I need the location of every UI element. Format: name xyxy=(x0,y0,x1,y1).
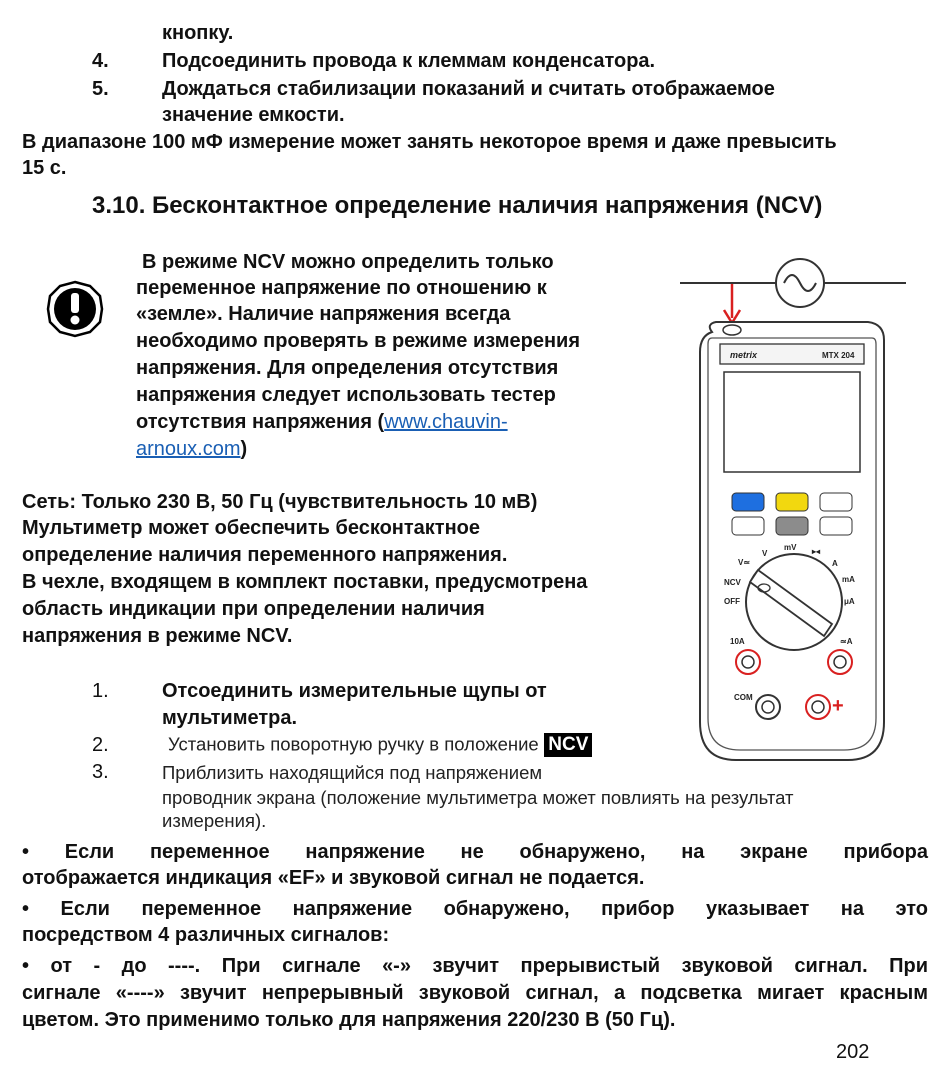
warning-icon xyxy=(46,280,104,338)
jack-label-10a: 10A xyxy=(730,637,745,646)
dial-label-a: A xyxy=(832,559,838,568)
warning-close: ) xyxy=(240,438,248,460)
bullet-item xyxy=(22,841,928,864)
gray-button xyxy=(776,517,808,535)
warning-line: В режиме NCV можно определить только xyxy=(142,251,554,273)
warning-line: необходимо проверять в режиме измерения xyxy=(136,330,581,352)
list-item-cont: значение емкости. xyxy=(162,104,345,126)
list-number: 4. xyxy=(92,50,109,72)
dial-label-ncv: NCV xyxy=(724,578,741,587)
section-heading: 3.10. Бесконтактное определение наличия напряжения (NCV) xyxy=(92,192,823,219)
jack-com xyxy=(756,695,780,719)
white-button xyxy=(820,517,852,535)
step-text-cont: мультиметра. xyxy=(162,707,298,729)
white-button xyxy=(732,517,764,535)
dial-label-diode: ▸◂ xyxy=(812,547,821,556)
jack-a xyxy=(828,650,852,674)
step-number: 3. xyxy=(92,761,109,783)
body-line: Мультиметр может обеспечить бесконтактное xyxy=(22,517,481,539)
warning-line xyxy=(136,411,508,434)
brand-bar xyxy=(720,344,864,364)
white-button xyxy=(820,493,852,511)
dial-label-off: OFF xyxy=(724,597,740,606)
bullet-text: от - до ----. При сигнале «-» звучит прерывистый звуковой сигнал. При xyxy=(50,955,928,977)
paragraph: В диапазоне 100 мФ измерение может занять некоторое время и даже превысить xyxy=(22,131,837,153)
step-text-label: Установить поворотную ручку в положение xyxy=(168,733,539,755)
list-item: Подсоединить провода к клеммам конденсатора. xyxy=(162,50,656,72)
bullet-mark: • xyxy=(22,898,30,920)
bullet-mark: • xyxy=(22,841,30,863)
bullet-mark: • xyxy=(22,955,30,977)
dial-label-ma: mA xyxy=(842,575,855,584)
page-number: 202 xyxy=(836,1041,870,1063)
step-text: Отсоединить измерительные щупы от xyxy=(162,680,547,702)
dial-label-v: V xyxy=(762,549,768,558)
jack-10a xyxy=(736,650,760,674)
jack-label-com: COM xyxy=(734,693,753,702)
bullet-item xyxy=(22,898,928,921)
bullet-text: Если переменное напряжение не обнаружено, на экране прибора xyxy=(64,841,928,863)
step-number: 1. xyxy=(92,680,109,702)
warning-text: отсутствия напряжения ( xyxy=(136,411,385,433)
body-line: Сеть: Только 230 В, 50 Гц (чувствительность 10 мВ) xyxy=(22,491,538,513)
step-number: 2. xyxy=(92,734,109,756)
jack-label-a: ≃A xyxy=(840,637,853,646)
rotary-dial xyxy=(746,554,842,650)
ac-source-line xyxy=(680,259,906,307)
website-link[interactable]: arnoux.com xyxy=(136,438,241,460)
dial-label-mv: mV xyxy=(784,543,797,552)
warning-line: напряжения. Для определения отсутствия xyxy=(136,357,559,379)
warning-line: напряжения следует использовать тестер xyxy=(136,384,556,406)
step-text: Приблизить находящийся под напряжением xyxy=(162,762,543,783)
yellow-button xyxy=(776,493,808,511)
bullet-text-cont: сигнале «----» звучит непрерывный звуковой сигнал, а подсветка мигает красным xyxy=(22,982,928,1004)
warning-line: «земле». Наличие напряжения всегда xyxy=(136,303,511,325)
sensing-arrow-icon xyxy=(724,284,740,323)
body-line: область индикации при определении наличия xyxy=(22,598,485,620)
lcd-display xyxy=(724,372,860,472)
brand-logo: metrix xyxy=(730,350,758,360)
jack-v xyxy=(806,695,830,719)
warning-line xyxy=(136,438,247,461)
list-item: Дождаться стабилизации показаний и считать отображаемое xyxy=(162,78,775,100)
body-line: определение наличия переменного напряжения. xyxy=(22,544,508,566)
paragraph: 15 с. xyxy=(22,157,67,179)
jack-label-plus: + xyxy=(832,695,844,717)
bullet-text-cont: посредством 4 различных сигналов: xyxy=(22,924,390,946)
bullet-text: Если переменное напряжение обнаружено, прибор указывает на это xyxy=(60,898,928,920)
step-text-cont: проводник экрана (положение мультиметра может повлиять на результат xyxy=(162,787,794,808)
multimeter-illustration xyxy=(672,252,912,764)
blue-button xyxy=(732,493,764,511)
model-label: MTX 204 xyxy=(822,351,855,360)
body-line: напряжения в режиме NCV. xyxy=(22,625,293,647)
step-text xyxy=(168,733,592,757)
bullet-text-cont: отображается индикация «EF» и звуковой сигнал не подается. xyxy=(22,867,645,889)
body-line: В чехле, входящем в комплект поставки, предусмотрена xyxy=(22,571,588,593)
list-number: 5. xyxy=(92,78,109,100)
warning-line: переменное напряжение по отношению к xyxy=(136,277,547,299)
step-text-cont: измерения). xyxy=(162,810,267,831)
dial-label-ua: μA xyxy=(844,597,855,606)
website-link[interactable]: www.chauvin- xyxy=(384,411,508,433)
bullet-item xyxy=(22,955,928,978)
dial-label-v-ac: V≃ xyxy=(738,558,751,567)
ncv-badge: NCV xyxy=(544,733,592,757)
bullet-text-cont: цветом. Это применимо только для напряжения 220/230 В (50 Гц). xyxy=(22,1009,676,1031)
list-continuation: кнопку. xyxy=(162,22,234,44)
